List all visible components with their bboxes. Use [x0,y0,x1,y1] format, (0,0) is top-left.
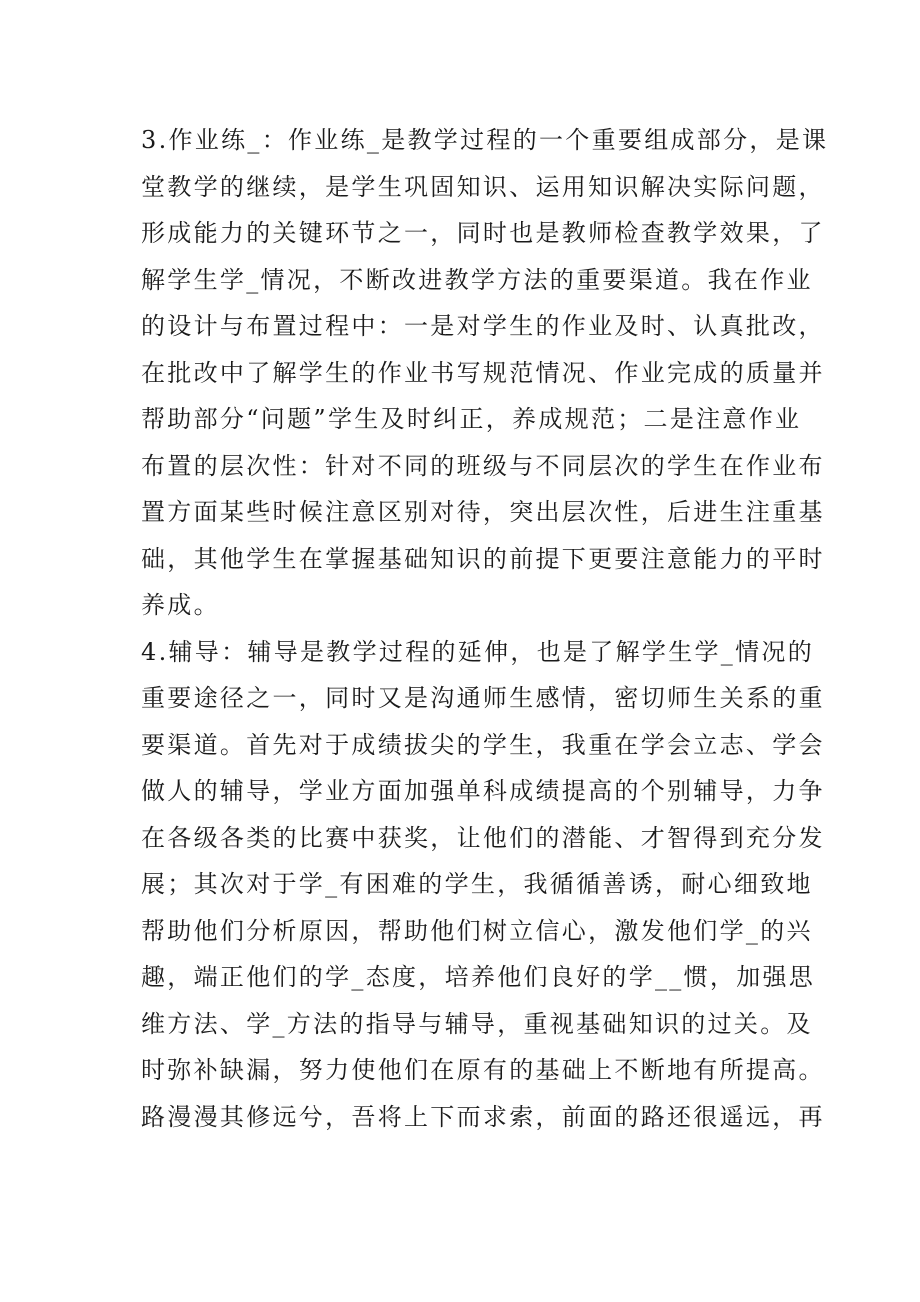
text-line: 形成能力的关键环节之一，同时也是教师检查教学效果，了 [141,219,825,247]
text-line: 展；其次对于学_有困难的学生，我循循善诱，耐心细致地 [141,870,813,898]
text-line: 路漫漫其修远兮，吾将上下而求索，前面的路还很遥远，再 [141,1102,825,1131]
text-line: 堂教学的继续，是学生巩固知识、运用知识解决实际问题， [141,172,825,201]
text-line: 在各级各类的比赛中获奖，让他们的潜能、才智得到充分发 [141,823,825,852]
text-line: 趣，端正他们的学_态度，培养他们良好的学__惯，加强思 [141,963,816,991]
text-line: 重要途径之一，同时又是沟通师生感情，密切师生关系的重 [141,684,825,712]
body-text [141,117,829,1140]
text-line: 解学生学_情况，不断改进教学方法的重要渠道。我在作业 [141,265,813,294]
text-line: 时弥补缺漏，努力使他们在原有的基础上不断地有所提高。 [141,1056,825,1084]
text-line: 帮助部分“问题”学生及时纠正，养成规范；二是注意作业 [141,405,802,433]
text-line: 维方法、学_方法的指导与辅导，重视基础知识的过关。及 [141,1009,813,1038]
text-line: 在批改中了解学生的作业书写规范情况、作业完成的质量并 [141,358,825,387]
text-line: 础，其他学生在掌握基础知识的前提下更要注意能力的平时 [141,544,825,573]
text-line: 4.辅导：辅导是教学过程的延伸，也是了解学生学_情况的 [141,637,814,666]
text-line: 3.作业练_：作业练_是教学过程的一个重要组成部分，是课 [141,126,829,154]
text-line: 要渠道。首先对于成绩拔尖的学生，我重在学会立志、学会 [141,730,825,759]
text-line: 置方面某些时候注意区别对待，突出层次性，后进生注重基 [141,498,825,526]
text-line: 养成。 [141,591,220,619]
text-line: 帮助他们分析原因，帮助他们树立信心，激发他们学_的兴 [141,916,813,945]
text-line: 的设计与布置过程中：一是对学生的作业及时、认真批改， [141,312,825,340]
text-line: 布置的层次性：针对不同的班级与不同层次的学生在作业布 [141,451,825,480]
text-line: 做人的辅导，学业方面加强单科成绩提高的个别辅导，力争 [141,777,825,805]
